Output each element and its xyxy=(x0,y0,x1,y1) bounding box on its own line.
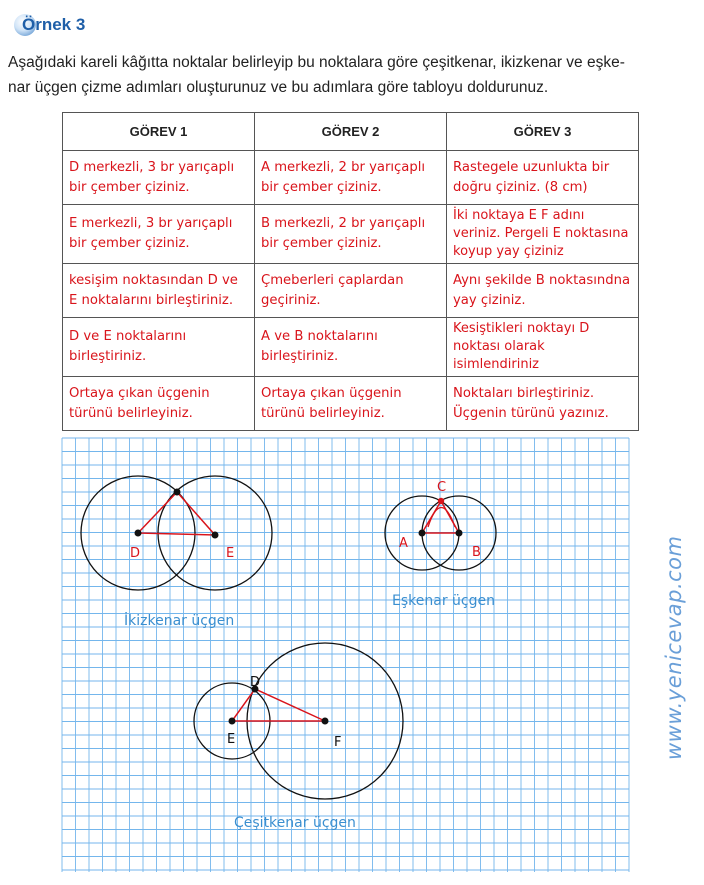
point-apex xyxy=(174,489,181,496)
table-cell: B merkezli, 2 br yarıçaplı bir çember çiziniz. xyxy=(255,205,447,264)
table-cell: Noktaları birleştiriniz. Üçgenin türünü yazınız. xyxy=(447,377,639,431)
label-a: A xyxy=(399,536,408,551)
scalene-triangle xyxy=(232,689,325,721)
point-e xyxy=(212,532,219,539)
column-header: GÖREV 2 xyxy=(255,113,447,151)
intro-line-2: nar üçgen çizme adımları oluşturunuz ve bu adımlara göre tabloyu doldurunuz. xyxy=(8,79,549,96)
table-cell: Çmeberleri çaplardan geçiriniz. xyxy=(255,264,447,318)
label-e: E xyxy=(226,546,235,561)
table-cell: Ortaya çıkan üçgenin türünü belirleyiniz. xyxy=(63,377,255,431)
label-c: C xyxy=(437,480,447,495)
table-cell: D ve E noktalarını birleştiriniz. xyxy=(63,318,255,377)
table-cell: İki noktaya E F adını veriniz. Pergeli E noktasına koyup yay çiziniz xyxy=(447,205,639,264)
watermark: www.yenicevap.com xyxy=(662,535,686,760)
caption-isosceles: İkizkenar üçgen xyxy=(124,613,235,629)
grid-lines xyxy=(62,438,629,872)
point-f xyxy=(322,718,329,725)
table-cell: Kesiştikleri noktayı D noktası olarak isimlendiriniz xyxy=(447,318,639,377)
column-header: GÖREV 3 xyxy=(447,113,639,151)
point-e xyxy=(229,718,236,725)
table-cell: A merkezli, 2 br yarıçaplı bir çember çiziniz. xyxy=(255,151,447,205)
table-cell: E merkezli, 3 br yarıçaplı bir çember çiziniz. xyxy=(63,205,255,264)
label-d: D xyxy=(250,675,261,690)
table-cell: D merkezli, 3 br yarıçaplı bir çember çiziniz. xyxy=(63,151,255,205)
label-e: E xyxy=(227,732,236,747)
page-title: Örnek 3 xyxy=(22,15,86,34)
table-cell: kesişim noktasından D ve E noktalarını birleştiriniz. xyxy=(63,264,255,318)
caption-scalene: Çeşitkenar üçgen xyxy=(234,815,356,831)
column-header: GÖREV 1 xyxy=(63,113,255,151)
label-f: F xyxy=(334,735,342,750)
label-b: B xyxy=(472,545,481,560)
table-cell: Aynı şekilde B noktasındna yay çiziniz. xyxy=(447,264,639,318)
label-d: D xyxy=(130,546,141,561)
caption-equilateral: Eşkenar üçgen xyxy=(392,593,495,609)
table-cell: Ortaya çıkan üçgenin türünü belirleyiniz. xyxy=(255,377,447,431)
isosceles-triangle xyxy=(138,492,215,535)
table-cell: Rastegele uzunlukta bir doğru çiziniz. (8 cm) xyxy=(447,151,639,205)
point-d xyxy=(135,530,142,537)
intro-line-1: Aşağıdaki kareli kâğıtta noktalar belirleyip bu noktalara göre çeşitkenar, ikizkenar ve eşke- xyxy=(8,54,625,71)
point-a xyxy=(419,530,426,537)
table-cell: A ve B noktalarını birleştiriniz. xyxy=(255,318,447,377)
point-b xyxy=(456,530,463,537)
point-c xyxy=(438,498,444,504)
